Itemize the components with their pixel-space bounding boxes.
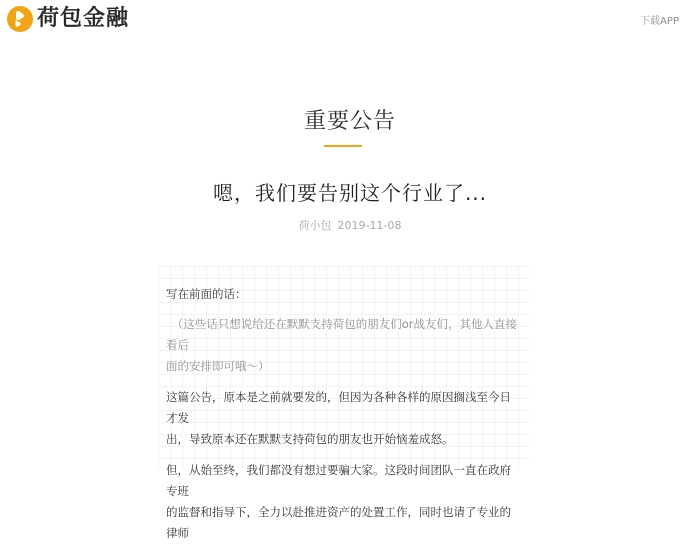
logo-text: 荷包金融 [37,6,130,31]
wallet-icon [7,6,33,32]
download-app-link[interactable]: 下载APP [640,16,679,27]
article-meta [0,217,700,233]
author-name: 荷小包 [298,219,332,232]
intro-label: 写在前面的话： [166,287,247,301]
paragraph-2-line-1: 但，从始至终，我们都没有想过要骗大家。这段时间团队一直在政府专班 [166,463,511,498]
article-headline: 嗯，我们要告别这个行业了... [212,181,488,205]
top-header [0,0,700,40]
paragraph-1 [166,387,522,450]
paragraph-2-line-2: 的监督和指导下，全力以赴推进资产的处置工作，同时也请了专业的律师 [166,505,511,540]
note-line-2: 面的安排即可哦～） [166,359,270,373]
note-line-1: （这些话只想说给还在默默支持荷包的朋友们or战友们，其他人直接看后 [166,317,518,352]
article-body [158,266,530,540]
paragraph-1-line-1: 这篇公告，原本是之前就要发的，但因为各种各样的原因搁浅至今日才发 [166,390,511,425]
publish-date: 2019-11-08 [337,219,402,232]
page-title: 重要公告 [303,109,396,134]
paragraph-2 [166,460,522,544]
title-underline [324,145,362,147]
paragraph-1-line-2: 出，导致原本还在默默支持荷包的朋友也开始恼羞成怒。 [166,432,454,446]
brand-logo[interactable] [7,6,129,32]
note-paragraph [166,314,522,377]
